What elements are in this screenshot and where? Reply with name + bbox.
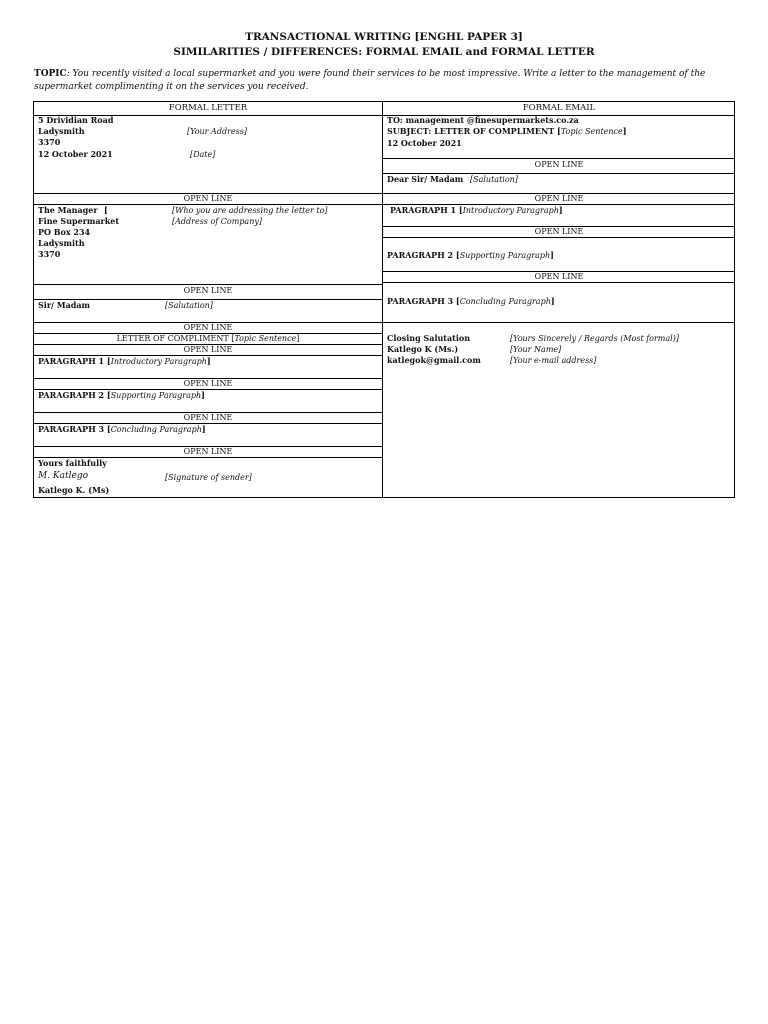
paragraph-bracket: ] xyxy=(558,205,563,215)
letter-subject xyxy=(34,333,382,344)
email-salutation-note: [Salutation] xyxy=(470,175,518,184)
letter-paragraph-1 xyxy=(38,356,211,367)
letter-address-line: Ladysmith xyxy=(38,126,85,136)
paragraph-bracket: ] xyxy=(550,250,554,260)
paragraph-note: Supporting Paragraph xyxy=(459,251,551,260)
row-divider xyxy=(383,322,735,323)
email-subject-note: Topic Sentence xyxy=(560,127,623,136)
letter-paragraph-2 xyxy=(38,390,205,401)
paragraph-note: Introductory Paragraph xyxy=(110,357,207,366)
letter-paragraph-3 xyxy=(38,424,206,435)
open-line: OPEN LINE xyxy=(183,447,233,456)
letter-sender-name: Katlego K. (Ms) xyxy=(38,485,110,495)
comparison-table xyxy=(33,101,735,498)
email-closing-label: Closing Salutation xyxy=(387,333,471,343)
letter-recipient-line: 3370 xyxy=(38,249,61,259)
paragraph-label: PARAGRAPH 2 [ xyxy=(38,390,111,400)
topic-label: TOPIC xyxy=(34,69,67,79)
letter-subject-suffix: ] xyxy=(296,334,300,343)
open-line: OPEN LINE xyxy=(183,413,233,422)
email-subject-suffix: ] xyxy=(622,126,627,136)
email-date: 12 October 2021 xyxy=(387,138,462,148)
paragraph-label: PARAGRAPH 3 [ xyxy=(387,296,460,306)
letter-address-note: [Your Address] xyxy=(187,127,247,136)
letter-recipient-bracket: [ xyxy=(104,205,108,215)
letter-date: 12 October 2021 xyxy=(38,149,113,159)
open-line: OPEN LINE xyxy=(534,227,584,236)
topic-text: : You recently visited a local supermarket and you were found their services to be most impressive. Write a letter to the management of the supermarket complimenting it on the services you received. xyxy=(34,69,706,92)
paragraph-label: PARAGRAPH 2 [ xyxy=(387,250,460,260)
formal-letter-header: FORMAL LETTER xyxy=(168,103,248,113)
paragraph-note: Supporting Paragraph xyxy=(110,391,202,400)
open-line: OPEN LINE xyxy=(534,272,584,281)
paragraph-bracket: ] xyxy=(550,296,555,306)
email-address-note: [Your e-mail address] xyxy=(510,356,597,365)
paragraph-bracket: ] xyxy=(201,390,205,400)
letter-salutation: Sir/ Madam xyxy=(38,300,91,310)
letter-recipient-line: Ladysmith xyxy=(38,238,85,248)
letter-recipient-line: The Manager xyxy=(38,205,98,215)
letter-address-line: 5 Drividian Road xyxy=(38,115,114,125)
email-name: Katlego K (Ms.) xyxy=(387,344,459,354)
topic-paragraph xyxy=(34,68,734,93)
email-to: TO: management @finesupermarkets.co.za xyxy=(387,115,579,125)
open-line: OPEN LINE xyxy=(183,345,233,354)
letter-recipient-line: Fine Supermarket xyxy=(38,216,120,226)
formal-email-header: FORMAL EMAIL xyxy=(522,103,596,113)
open-line: OPEN LINE xyxy=(183,323,233,332)
email-subject-prefix: SUBJECT: LETTER OF COMPLIMENT [ xyxy=(387,126,561,136)
open-line: OPEN LINE xyxy=(183,194,233,203)
row-divider xyxy=(383,237,735,238)
open-line: OPEN LINE xyxy=(534,194,584,203)
email-closing-note: [Yours Sincerely / Regards (Most formal)] xyxy=(510,334,679,343)
paragraph-label: PARAGRAPH 1 [ xyxy=(390,205,463,215)
paragraph-bracket: ] xyxy=(206,356,211,366)
open-line: OPEN LINE xyxy=(534,160,584,169)
letter-signature-note: [Signature of sender] xyxy=(165,473,252,482)
paragraph-note: Concluding Paragraph xyxy=(110,425,202,434)
paragraph-label: PARAGRAPH 3 [ xyxy=(38,424,111,434)
paragraph-note: Concluding Paragraph xyxy=(459,297,551,306)
paragraph-bracket: ] xyxy=(201,424,206,434)
open-line: OPEN LINE xyxy=(183,286,233,295)
row-divider xyxy=(383,282,735,283)
email-subject xyxy=(387,126,627,137)
letter-company-note: [Address of Company] xyxy=(172,217,262,226)
paragraph-label: PARAGRAPH 1 [ xyxy=(38,356,111,366)
letter-signature: M. Katlego xyxy=(38,471,89,481)
email-salutation: Dear Sir/ Madam xyxy=(387,174,464,184)
document-subtitle: SIMILARITIES / DIFFERENCES: FORMAL EMAIL and FORMAL LETTER xyxy=(173,46,595,58)
email-name-note: [Your Name] xyxy=(510,345,562,354)
letter-recipient-line: PO Box 234 xyxy=(38,227,91,237)
letter-date-note: [Date] xyxy=(190,150,216,159)
email-paragraph-1 xyxy=(390,205,563,216)
letter-recipient-note: [Who you are addressing the letter to] xyxy=(172,206,328,215)
letter-address-line: 3370 xyxy=(38,137,61,147)
document-title: TRANSACTIONAL WRITING [ENGHL PAPER 3] xyxy=(245,31,523,43)
paragraph-note: Introductory Paragraph xyxy=(462,206,559,215)
open-line: OPEN LINE xyxy=(183,379,233,388)
email-address: katlegok@gmail.com xyxy=(387,355,481,365)
letter-subject-prefix: LETTER OF COMPLIMENT [ xyxy=(116,334,235,343)
letter-salutation-note: [Salutation] xyxy=(165,301,213,310)
email-paragraph-3 xyxy=(387,296,555,307)
letter-subject-note: Topic Sentence xyxy=(234,334,297,343)
email-paragraph-2 xyxy=(387,250,554,261)
letter-closing: Yours faithfully xyxy=(38,458,107,468)
